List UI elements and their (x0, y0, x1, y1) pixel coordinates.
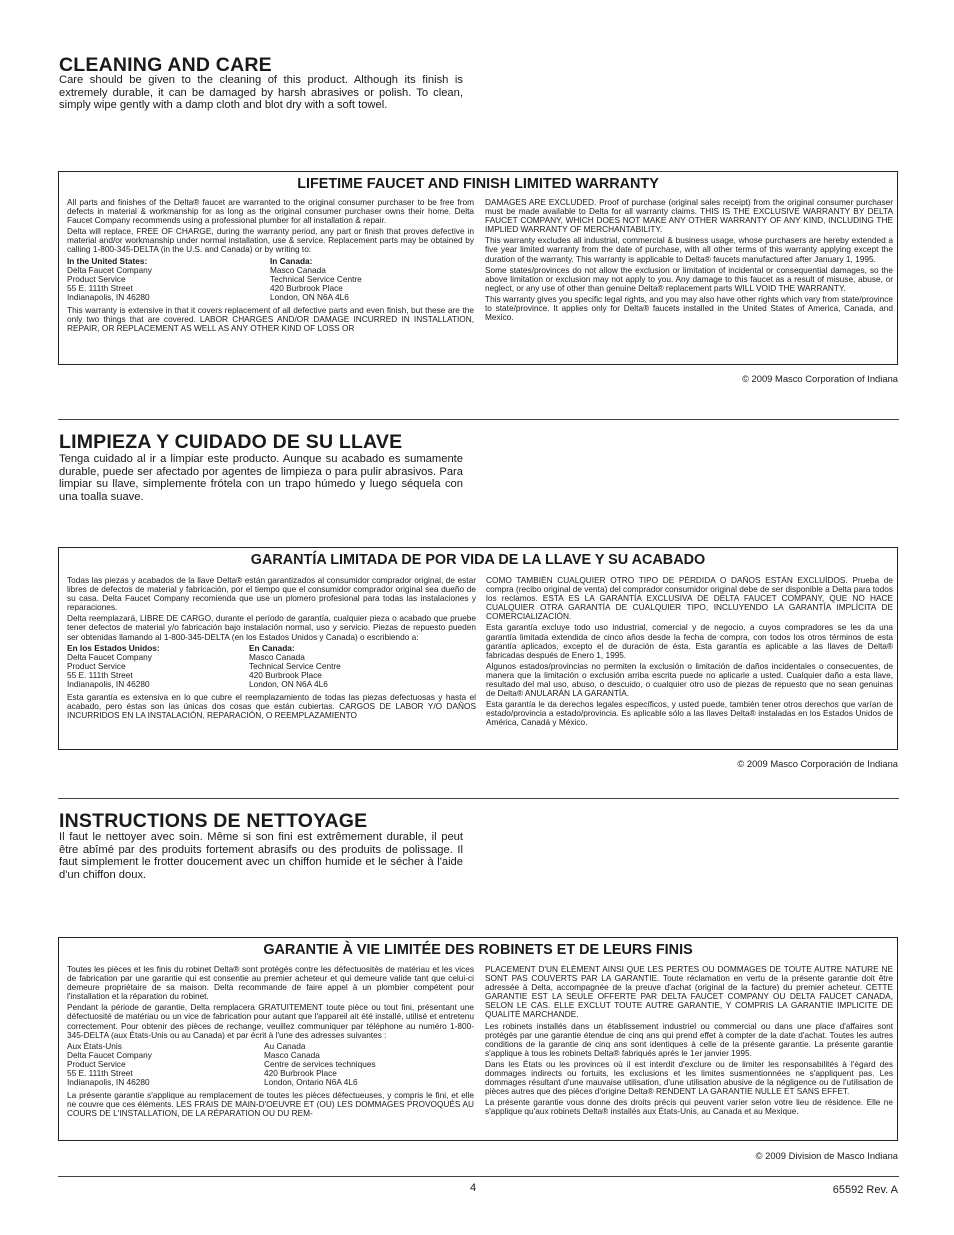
copyright-en: © 2009 Masco Corporation of Indiana (742, 373, 898, 384)
warranty-paragraph: This warranty excludes all industrial, commercial & business usage, whose purchasers are hereby extended a five year limited warranty from the date of purchase, with all other terms of this warranty applying except the duration of the warranty. This warranty is applicable to Delta® faucets manufactured after January 1, 1995. (485, 235, 893, 264)
copyright-fr: © 2009 Division de Masco Indiana (755, 1150, 898, 1161)
document-code: 65592 Rev. A (832, 1184, 898, 1196)
warranty-paragraph: La présente garantie vous donne des droits précis qui peuvent varier selon votre lieu de résidence. Elle ne s'applique qu'aux robinets Delta® installés aux États-Unis, au Canada et au Mexique. (485, 1097, 893, 1117)
warranty-box-fr (58, 937, 898, 1141)
warranty-paragraph: Les robinets installés dans un établissement industriel ou commercial ou dans une place d'affaires sont protégés par une garantie étendue de cinq ans qui prend effet à compter de la date d'achat. Toutes les autres conditions de la garantie de cinq ans sont identiques à celle de la présente garantie. La présente garantie s'applique à tous les robinets Delta® fabriqués après le 1er janvier 1995. (485, 1020, 893, 1058)
address-heading: Au Canada (264, 1040, 306, 1051)
warranty-paragraph: DAMAGES ARE EXCLUDED. Proof of purchase (original sales receipt) from the original consumer purchaser must be made available to Delta for all warranty claims. THIS IS THE EXCLUSIVE WARRANTY BY DELTA FAUCET COMPANY, WHICH DOES NOT MAKE ANY OTHER WARRANTY OF ANY KIND, INCLUDING THE IMPLIED WARRANTY OF MERCHANTABILITY. (485, 198, 893, 235)
address-line: Product Service (67, 660, 126, 671)
warranty-right-column (485, 198, 893, 358)
address-line: London, ON N6A 4L6 (249, 679, 328, 690)
warranty-paragraph: COMO TAMBIÉN CUALQUIER OTRO TIPO DE PÉRDIDA O DAÑOS ESTÁN EXCLUÍDOS. Prueba de compra (recibo original de venta) del comprador consumidor original debe de ser disponible a Delta para todos los reclamos. ESTA ES LA GARANTÍA EXCLUSIVA DE DELTA FAUCET COMPANY, QUE NO HACE CUALQUIER OTRA GARANTÍA DE CUALQUIER TIPO, INCLUYENDO LA GARANTÍA IMPLÍCITA DE COMERCIALIZACIÓN. (486, 576, 893, 622)
address-block (67, 644, 476, 689)
warranty-left-column (67, 198, 474, 356)
address-heading: En Canada: (249, 642, 295, 653)
divider (58, 1176, 899, 1177)
address-line: Delta Faucet Company (67, 264, 152, 275)
warranty-right-column (485, 965, 893, 1135)
copyright-es: © 2009 Masco Corporación de Indiana (737, 758, 898, 769)
warranty-paragraph: This warranty is extensive in that it covers replacement of all defective parts and even finish, but these are the only two things that are covered. LABOR CHARGES AND/OR DAMAGE INCURRED IN INSTALLATION, REPAIR, OR REPLACEMENT AS WELL AS ANY OTHER KIND OF LOSS OR (67, 305, 474, 334)
address-us (67, 257, 270, 302)
warranty-paragraph: La présente garantie s'applique au remplacement de toutes les pièces défectueuses, y compris le fini, et elle ne couvre que ces éléments. LES FRAIS DE MAIN-D'OEUVRE ET (OU) LES DOMMAGES PROVOQUÉS AU COURS DE L'INSTALLATION, DE LA RÉPARATION OU DU REM- (67, 1090, 474, 1119)
warranty-left-column (67, 576, 476, 743)
address-line: Technical Service Centre (249, 660, 341, 671)
warranty-title: LIFETIME FAUCET AND FINISH LIMITED WARRANTY (297, 176, 659, 192)
warranty-paragraph: Esta garantía excluye todo uso industrial, comercial y de negocio, a cuyos compradores se les da una garantía limitada extendida de cinco años desde la fecha de compra, con todos los otros términos de esta garantía aplicados, excepto el de duración de ésta. Esta garantía es aplicable a las llaves de Delta® fabricadas después de Enero 1, 1995. (486, 622, 893, 660)
page-number: 4 (470, 1182, 477, 1194)
divider (58, 419, 899, 420)
warranty-box-es (58, 547, 898, 750)
address-heading: In the United States: (67, 255, 148, 266)
warranty-paragraph: Pendant la période de garantie, Delta remplacera GRATUITEMENT toute pièce ou tout fini, présentant une défectuosité de matériau ou un vice de fabrication pour autant que l'appareil ait été installé, utilisé et entretenu correctement. Pour obtenir des pièces de rechange, veuillez communiquer par téléphone au numéro 1-800-345-DELTA (aux États-Unis ou au Canada) et par écrit à l'une des adresses suivantes : (67, 1002, 474, 1040)
address-canada (264, 1042, 467, 1087)
warranty-paragraph: Dans les États ou les provinces où il est interdit d'exclure ou de limiter les responsabilités à l'égard des dommages indirects ou fortuits, les exclusions et les limites susmentionnées ne s'appliquent pas. Les dommages résultant d'une mauvaise utilisation, d'une utilisation abusive de la négligence ou de l'utilisation de pièces autres que des pièces d'origine Delta® RENDENT LA GARANTIE NULLE ET SANS EFFET. (485, 1058, 893, 1097)
address-line: 55 E. 111th Street (67, 1068, 133, 1079)
section-title-nettoyage: INSTRUCTIONS DE NETTOYAGE (59, 810, 368, 832)
address-line: Indianapolis, IN 46280 (67, 291, 150, 302)
warranty-paragraph: All parts and finishes of the Delta® faucet are warranted to the original consumer purchaser to be free from defects in material & workmanship for as long as the original consumer purchaser owns their home. Delta Faucet Company recommends using a professional plumber for all installation & repair. (67, 198, 474, 226)
warranty-left-column (67, 965, 474, 1135)
address-line: Masco Canada (270, 264, 326, 275)
warranty-box-en (58, 171, 898, 365)
divider (58, 798, 899, 799)
address-heading: En los Estados Unidos: (67, 642, 160, 653)
warranty-paragraph: Some states/provinces do not allow the exclusion or limitation of incidental or consequential damages, so the above limitation or exclusion may not apply to you. Any damage to this faucet as a result of misuse, abuse, or neglect, or any use of other than genuine Delta® replacement parts WILL VOID THE WARRANTY. (485, 264, 893, 293)
address-canada (249, 644, 452, 689)
warranty-title: GARANTÍA LIMITADA DE POR VIDA DE LA LLAVE Y SU ACABADO (250, 552, 706, 568)
warranty-paragraph: Toutes les pièces et les finis du robinet Delta® sont protégés contre les défectuosités de matériau et les vices de fabrication par une garantie qui est consentie au premier acheteur et qui demeure valide tant que celui-ci demeure propriétaire de sa maison. Delta recommande de faire appel à un plombier compétent pour l'installation et la réparation du robinet. (67, 965, 474, 1002)
warranty-paragraph: Delta reemplazará, LIBRE DE CARGO, durante el período de garantía, cualquier pieza o acabado que pruebe tener defectos de material y/o fabricación bajo instalación normal, uso y servicio. Piezas de repuesto pueden ser obtenidas llamando al 1-800-345-DELTA (en los Estados Unidos y Canada) o escribiendo a: (67, 613, 476, 642)
address-line: Masco Canada (249, 651, 305, 662)
warranty-right-column (486, 576, 893, 743)
section-title-limpieza: LIMPIEZA Y CUIDADO DE SU LLAVE (59, 431, 403, 453)
address-us (67, 644, 249, 689)
address-line: Product Service (67, 1058, 126, 1069)
address-line: 55 E. 111th Street (67, 669, 133, 680)
warranty-paragraph: Algunos estados/provincias no permiten la exclusión o limitación de daños incidentales o consecuentes, de manera que la limitación o exclusión arriba escrita puede no aplicarle a usted. Cualquier daño a esta llave, resultado del mal uso, abuso, o descuido, o cualquier otro uso de piezas de repuesto que no sean genuinas de Delta® ANULARÁN LA GARANTÍA. (486, 660, 893, 699)
address-block (67, 257, 474, 302)
address-line: 420 Burbrook Place (264, 1068, 337, 1079)
address-line: Technical Service Centre (270, 273, 362, 284)
nettoyage-intro: Il faut le nettoyer avec soin. Même si son fini est extrêmement durable, il peut être abîmé par des produits fortement abrasifs ou des produits de polissage. Il faut simplement le frotter doucement avec un chiffon humide et le sécher à l'aide d'un chiffon doux. (59, 831, 463, 881)
address-line: Delta Faucet Company (67, 1049, 152, 1060)
warranty-paragraph: Esta garantía es extensiva en lo que cubre el reemplazamiento de todas las piezas defectuosas y hasta el acabado, pero éstas son las únicas dos cosas que están cubiertas. CARGOS DE LABOR Y/O DAÑOS INCURRIDOS EN LA INSTALACIÓN, REPARACIÓN, O REEMPLAZAMIENTO (67, 692, 476, 721)
address-line: Masco Canada (264, 1049, 320, 1060)
address-heading: Aux États-Unis (67, 1040, 122, 1051)
warranty-paragraph: Delta will replace, FREE OF CHARGE, during the warranty period, any part or finish that proves defective in material and/or workmanship under normal installation, use & service. Replacement parts may be obtained by calling 1-800-345-DELTA (in the U.S. and Canada) or by writing to: (67, 226, 474, 255)
address-block (67, 1042, 474, 1087)
warranty-paragraph: Todas las piezas y acabados de la llave Delta® están garantizados al consumidor comprador original, de estar libres de defectos de material y fabricación, por el tiempo que el consumidor comprador original sea dueño de su casa. Delta Faucet Company recomienda que use un plomero profesional para todas las instalaciones y reparaciones. (67, 576, 476, 613)
warranty-paragraph: PLACEMENT D'UN ÉLÉMENT AINSI QUE LES PERTES OU DOMMAGES DE TOUTE AUTRE NATURE NE SONT PAS COUVERTS PAR LA GARANTIE. Toute réclamation en vertu de la présente garantie doit être adressée à Delta, accompagnée de la preuve d'achat (original de la facture) du premier acheteur. CETTE GARANTIE EST LA SEULE OFFERTE PAR DELTA FAUCET COMPANY OU DELTA FAUCET CANADA, SELON LE CAS. ELLE EXCLUT TOUTE AUTRE GARANTIE, Y COMPRIS LA GARANTIE IMPLICITE DE QUALITÉ MARCHANDE. (485, 965, 893, 1020)
address-line: 55 E. 111th Street (67, 282, 133, 293)
address-line: 420 Burbrook Place (270, 282, 343, 293)
section-title-cleaning: CLEANING AND CARE (59, 54, 272, 76)
address-line: Centre de services techniques (264, 1058, 376, 1069)
address-line: Product Service (67, 273, 126, 284)
address-line: London, Ontario N6A 4L6 (264, 1077, 358, 1088)
address-line: Indianapolis, IN 46280 (67, 1077, 150, 1088)
address-line: Indianapolis, IN 46280 (67, 679, 150, 690)
address-line: 420 Burbrook Place (249, 669, 322, 680)
warranty-title: GARANTIE À VIE LIMITÉE DES ROBINETS ET DE LEURS FINIS (263, 942, 693, 958)
warranty-paragraph: This warranty gives you specific legal rights, and you may also have other rights which vary from state/province to state/province. It applies only for Delta® faucets installed in the United States of America, Canada, and Mexico. (485, 293, 893, 323)
address-line: London, ON N6A 4L6 (270, 291, 349, 302)
limpieza-intro: Tenga cuidado al ir a limpiar este producto. Aunque su acabado es sumamente durable, puede ser afectado por agentes de limpieza o para pulir abrasivos. Para limpiar su llave, simplemente frótela con un trapo húmedo y luego séquela con una toalla suave. (59, 453, 463, 503)
address-us (67, 1042, 264, 1087)
address-canada (270, 257, 473, 302)
address-line: Delta Faucet Company (67, 651, 152, 662)
address-heading: In Canada: (270, 255, 313, 266)
warranty-paragraph: Esta garantía le da derechos legales específicos, y usted puede, también tener otros derechos que varían de estado/provincia a estado/provincia. Es aplicable sólo a las llaves Delta® instaladas en los Estados Unidos de América, Canadá y México. (486, 699, 893, 728)
cleaning-intro: Care should be given to the cleaning of this product. Although its finish is extremely durable, it can be damaged by harsh abrasives or polish. To clean, simply wipe gently with a damp cloth and blot dry with a soft towel. (59, 74, 463, 112)
